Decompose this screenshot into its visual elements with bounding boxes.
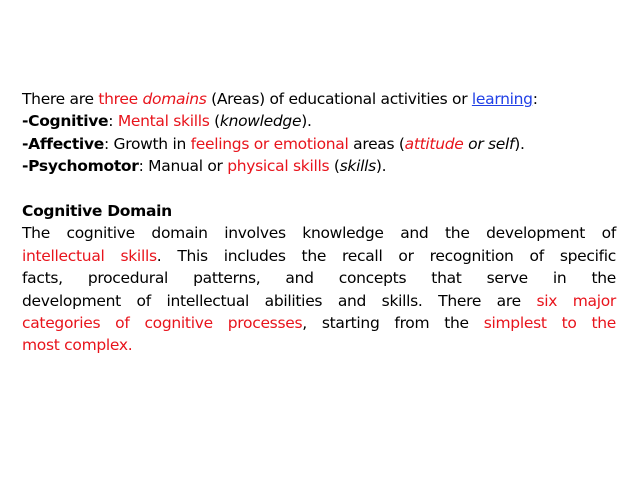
cognitive-line <box>22 110 616 132</box>
attitude-text: attitude <box>404 134 464 153</box>
intellectual-skills: intellectual skills <box>22 246 157 265</box>
categories-processes: categories of cognitive processes <box>22 313 303 332</box>
intro-line <box>22 88 616 110</box>
affective-text: : Growth in <box>103 134 191 153</box>
affective-label: -Affective <box>22 134 104 153</box>
paragraph-line-1: The cognitive domain involves knowledge and the development of <box>22 224 616 243</box>
cognitive-label: -Cognitive <box>22 112 109 131</box>
feelings-emotional: feelings or emotional <box>190 134 349 153</box>
physical-skills: physical skills <box>227 157 330 176</box>
paragraph-line-5 <box>22 312 616 334</box>
paragraph-text-5: , starting from the <box>302 313 484 332</box>
affective-areas: areas ( <box>348 134 405 153</box>
paragraph-line-4 <box>22 290 616 312</box>
six-major: six major <box>536 291 616 310</box>
most-complex: most complex. <box>22 336 133 355</box>
affective-close: ). <box>514 134 525 153</box>
slide-body <box>22 88 616 357</box>
paragraph-text-2: . This includes the recall or recognition of specific <box>156 246 616 265</box>
or-self-text: or self <box>463 134 515 153</box>
learning-link[interactable]: learning <box>471 90 533 108</box>
paragraph-line-3: facts, procedural patterns, and concepts that serve in the <box>22 269 616 288</box>
simplest-to-the: simplest to the <box>483 313 617 332</box>
cognitive-sep: : <box>108 112 118 131</box>
cognitive-paren-close: ). <box>301 112 312 131</box>
knowledge-text: knowledge <box>219 112 302 131</box>
intro-domains: domains <box>142 90 207 108</box>
intro-text: There are <box>22 90 99 108</box>
intro-colon: : <box>532 90 538 108</box>
intro-text-2: (Areas) of educational activities or <box>206 90 472 108</box>
skills-text: skills <box>339 157 376 176</box>
psychomotor-paren-open: ( <box>329 157 340 176</box>
intro-three: three <box>98 90 143 108</box>
psychomotor-close: ). <box>375 157 387 176</box>
affective-line <box>22 133 616 155</box>
mental-skills: Mental skills <box>117 112 210 131</box>
psychomotor-text: : Manual or <box>138 157 228 176</box>
psychomotor-label: -Psychomotor <box>22 157 139 176</box>
cognitive-paren-open: ( <box>209 112 220 131</box>
paragraph-line-6 <box>22 334 616 356</box>
paragraph-text-4: development of intellectual abilities and skills. There are <box>22 291 537 310</box>
psychomotor-line <box>22 155 616 177</box>
paragraph-line-2 <box>22 245 616 267</box>
section-heading: Cognitive Domain <box>22 201 172 220</box>
spacer <box>22 178 616 200</box>
